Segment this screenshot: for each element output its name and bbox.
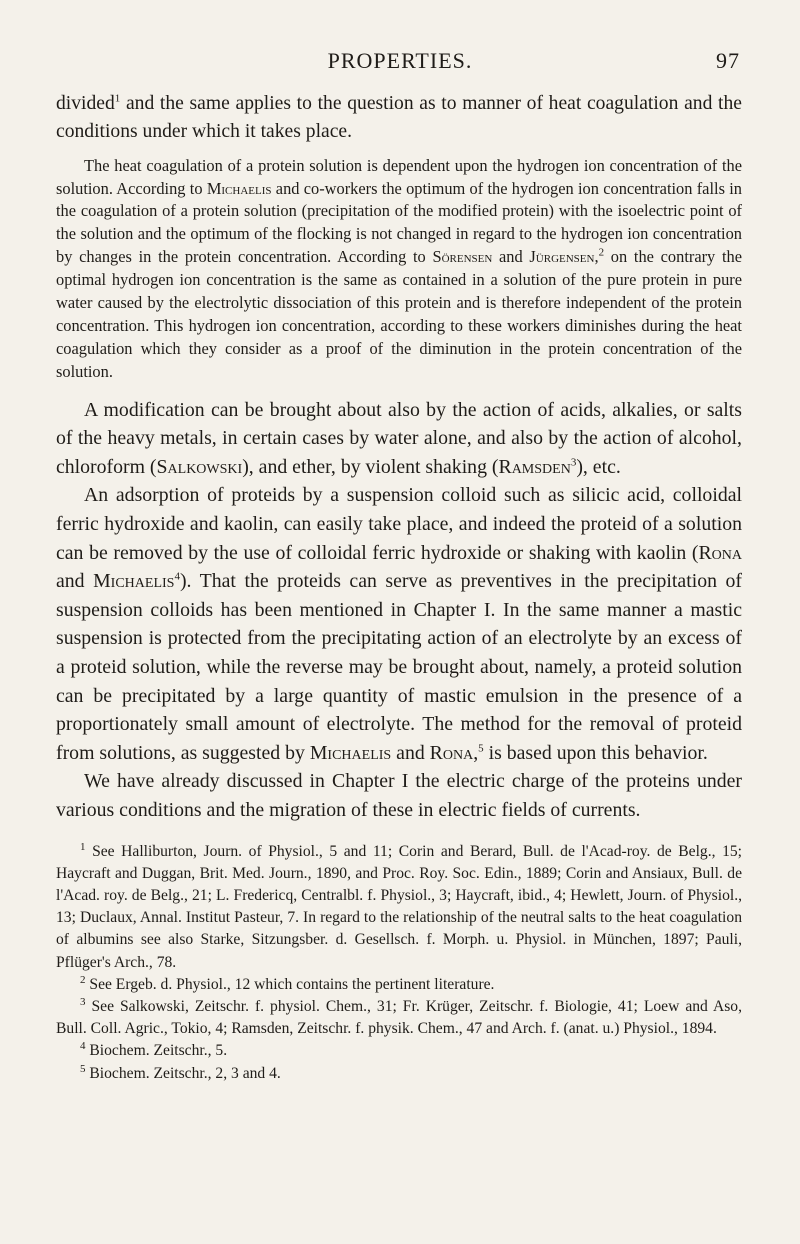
footnote-mark: 5 [80, 1062, 86, 1075]
text-run: and [56, 570, 94, 593]
footnote-text: See Salkowski, Zeitschr. f. physiol. Chem., 31; Fr. Krüger, Zeitschr. f. Biologie, 41; Loew and Aso, Bull. Coll. Agric., Tokio, 4; Ramsden, Zeitschr. f. physik. Chem., 47 and Arch. f. (anat. u.) Physiol., 1894. [56, 997, 742, 1038]
footnote-ref: 3 [570, 456, 577, 469]
author-name: Sörensen [432, 247, 493, 267]
small-print-paragraph [56, 155, 742, 384]
text-run: and [391, 741, 430, 764]
text-run: on the contrary the optimal hydrogen ion concentration is the same as contained in a solution of the pure protein in pure water caused by the electrolytic dissociation of this protein and is therefore independent of the protein concentration. This hydrogen ion concentration, according to these workers diminishes during the heat coagulation which they consider as a proof of the diminution in the protein concentration of the solution. [56, 247, 742, 381]
text-run: divided [56, 93, 115, 114]
footnote [56, 996, 742, 1040]
text-run: and [492, 247, 530, 267]
page-body [56, 90, 742, 1085]
footnotes [56, 841, 742, 1085]
footnote-ref: 4 [174, 570, 180, 583]
author-name: Rona [429, 741, 474, 764]
body-paragraph [56, 767, 742, 824]
body-paragraph [56, 481, 742, 767]
footnote [56, 974, 742, 996]
text-run: , [594, 247, 599, 267]
author-name: Michaelis [206, 178, 272, 198]
body-paragraph [56, 396, 742, 482]
text-run: and co-workers the optimum of the hydrogen ion concentration falls in the coagulation of a protein solution (precipitation of the modified protein) with the isoelectric point of the solution and the optimum of the flocking is not changed in regard to the hydrogen ion concentration by changes in the protein concentration. According to [56, 178, 742, 267]
footnote-mark: 2 [80, 973, 86, 986]
text-run: We have already discussed in Chapter I the electric charge of the proteins under various conditions and the migration of these in electric fields of currents. [56, 770, 742, 821]
running-header [60, 48, 740, 78]
author-name: Michaelis [309, 741, 392, 764]
footnote-text: See Halliburton, Journ. of Physiol., 5 and 11; Corin and Berard, Bull. de l'Acad-roy. de Belg., 15; Haycraft and Duggan, Brit. Med. Journ., 1890, and Proc. Roy. Soc. Edin., 1889; Corin and Ansiaux, Bull. de l'Acad. roy. de Belg., 21; L. Fredericq, Centralbl. f. Physiol., 3; Haycraft, ibid., 4; Hewlett, Journ. of Physiol., 13; Duclaux, Annal. Institut Pasteur, 7. In regard to the relationship of the neutral salts to the heat coagulation of albumins see also Starke, Sitzungsber. d. Gesellsch. f. Morph. u. Physiol. in München, 1897; Pauli, Pflüger's Arch., 78. [56, 842, 742, 971]
footnote-mark: 3 [80, 995, 86, 1008]
text-run: An adsorption of proteids by a suspension colloid such as silicic acid, colloidal ferric hydroxide and kaolin, can easily take place, and indeed the proteid of a solution can be removed by the use of colloidal ferric hydroxide or shaking with kaolin ( [56, 484, 742, 564]
footnote [56, 841, 742, 974]
text-run: A modification can be brought about also by the action of acids, alkalies, or salts of the heavy metals, in certain cases by water alone, and also by the action of alcohol, chloroform ( [56, 398, 742, 478]
footnote-ref: 2 [598, 246, 605, 259]
footnote-text: Biochem. Zeitschr., 2, 3 and 4. [85, 1064, 281, 1082]
footnote-mark: 1 [80, 840, 86, 853]
text-run: is based upon this behavior. [483, 741, 708, 764]
footnote-ref: 5 [478, 742, 484, 755]
author-name: Rona [698, 541, 742, 564]
text-run: , [473, 741, 479, 764]
running-title: PROPERTIES. [327, 48, 473, 73]
footnote-text: See Ergeb. d. Physiol., 12 which contains the pertinent literature. [85, 975, 495, 993]
page-number: 97 [716, 48, 740, 73]
text-run: ), etc. [576, 455, 621, 478]
footnote-text: Biochem. Zeitschr., 5. [85, 1042, 228, 1060]
continuation-paragraph [56, 90, 742, 147]
footnote [56, 1063, 742, 1085]
author-name: Ramsden [498, 455, 571, 478]
author-name: Jürgensen [529, 247, 595, 267]
author-name: Michaelis [93, 570, 175, 593]
text-run: ). That the proteids can serve as preventives in the precipitation of suspension colloids has been mentioned in Chapter I. In the same manner a mastic suspension is protected from the precipitating action of an electrolyte by an excess of a proteid solution, while the reverse may be brought about, namely, a proteid solution can be precipitated by a large quantity of mastic emulsion in the presence of a proportionately small amount of electrolyte. The method for the removal of proteid from solutions, as suggested by [56, 570, 742, 764]
author-name: Salkowski [156, 455, 243, 478]
text-run: and the same applies to the question as to manner of heat coagulation and the conditions under which it takes place. [56, 93, 742, 143]
text-run: The heat coagulation of a protein solution is dependent upon the hydrogen ion concentration of the solution. According to [56, 155, 742, 198]
text-run: ), and ether, by violent shaking ( [242, 455, 499, 478]
footnote [56, 1040, 742, 1062]
footnote-mark: 4 [80, 1040, 86, 1053]
footnote-ref: 1 [114, 92, 121, 105]
